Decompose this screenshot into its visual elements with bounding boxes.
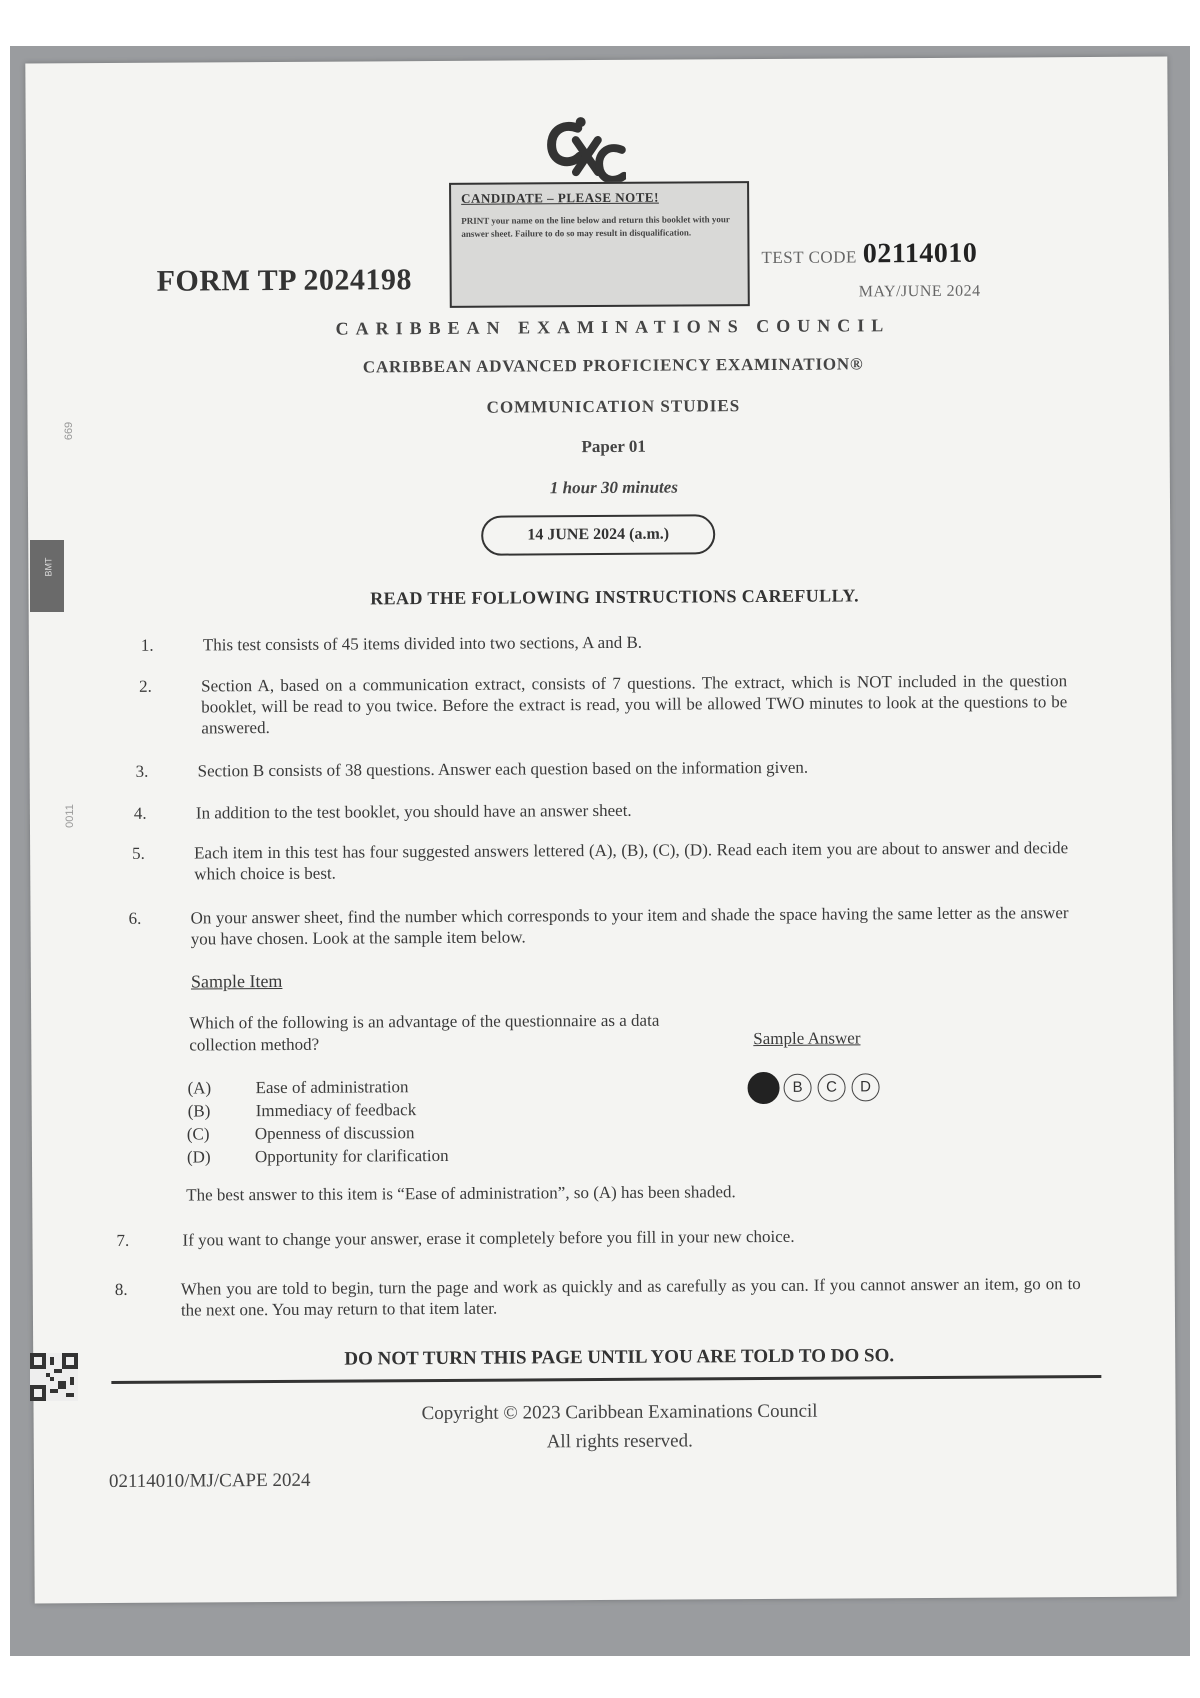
- instruction-text: Section B consists of 38 questions. Answer each question based on the information given.: [197, 757, 809, 781]
- margin-number: 0011: [63, 804, 76, 828]
- option-letter: (A): [187, 1078, 212, 1098]
- exam-date-pill: 14 JUNE 2024 (a.m.): [481, 514, 715, 555]
- copyright: [33, 1395, 1175, 1460]
- margin-number: 669: [63, 421, 76, 441]
- answer-bubble-a-shaded: [747, 1072, 779, 1104]
- option-text: Openness of discussion: [254, 1123, 415, 1144]
- option-text: Immediacy of feedback: [255, 1100, 417, 1121]
- subject-name: COMMUNICATION STUDIES: [486, 396, 741, 417]
- sample-item-title: Sample Item: [190, 970, 283, 992]
- instruction-number: 4.: [133, 803, 147, 823]
- instruction-item: [115, 1273, 1085, 1323]
- instruction-item: [116, 1224, 1076, 1252]
- instruction-item: [128, 902, 1068, 952]
- instruction-number: 8.: [114, 1279, 128, 1299]
- instruction-number: 1.: [140, 635, 154, 655]
- instruction-item: [132, 837, 1068, 887]
- test-code-value: 02114010: [862, 237, 978, 270]
- paper-number: Paper 01: [581, 436, 646, 457]
- exam-name: CARIBBEAN ADVANCED PROFICIENCY EXAMINATION®: [362, 354, 864, 377]
- sample-answer-label: Sample Answer: [753, 1028, 861, 1049]
- copyright-line-2: All rights reserved.: [546, 1430, 693, 1453]
- instruction-number: 6.: [128, 908, 142, 928]
- form-number: FORM TP 2024198: [156, 263, 413, 298]
- candidate-note-body: PRINT your name on the line below and return this booklet with your answer sheet. Failure to do so may result in disqualification.: [461, 214, 730, 239]
- do-not-turn-warning: DO NOT TURN THIS PAGE UNTIL YOU ARE TOLD TO DO SO.: [344, 1345, 895, 1370]
- instruction-item: [139, 670, 1069, 742]
- exam-cover-page: [25, 57, 1176, 1604]
- candidate-note-title: CANDIDATE – PLEASE NOTE!: [461, 189, 659, 206]
- instruction-text: In addition to the test booklet, you should have an answer sheet.: [195, 800, 632, 823]
- instruction-text: If you want to change your answer, erase it completely before you fill in your new choice.: [182, 1226, 795, 1250]
- instruction-item: [141, 629, 1061, 657]
- footer-rule: [111, 1375, 1101, 1384]
- instruction-text: When you are told to begin, turn the page and work as quickly and as carefully as you can. If you cannot answer an item, go on to the next one. You may return to that item later.: [180, 1274, 1081, 1320]
- sample-option: [187, 1144, 449, 1169]
- option-text: Ease of administration: [255, 1077, 409, 1098]
- instruction-text: Section A, based on a communication extract, consists of 7 questions. The extract, which is NOT included in the question booklet, will be read to you twice. Before the extract is read, you will be allowed TWO minutes to look at the questions to be answered.: [201, 671, 1068, 738]
- cxc-logo: [536, 110, 626, 191]
- instruction-number: 7.: [116, 1230, 130, 1250]
- qr-code-icon: [30, 1353, 78, 1401]
- instruction-number: 5.: [132, 843, 145, 863]
- instruction-text: On your answer sheet, find the number which corresponds to your item and shade the space having the same letter as the answer you have chosen. Look at the sample item below.: [190, 903, 1069, 949]
- exam-session: MAY/JUNE 2024: [858, 282, 981, 301]
- option-text: Opportunity for clarification: [254, 1145, 449, 1167]
- exam-duration: 1 hour 30 minutes: [549, 477, 678, 498]
- sample-explanation: The best answer to this item is “Ease of administration”, so (A) has been shaded.: [186, 1182, 736, 1205]
- margin-tab-label: BMT: [43, 557, 54, 577]
- option-letter: (B): [187, 1101, 211, 1121]
- answer-bubble-c: C: [817, 1074, 845, 1102]
- option-letter: (C): [186, 1124, 210, 1144]
- answer-bubble-b: B: [783, 1074, 811, 1102]
- margin-tab: [30, 540, 64, 612]
- sample-question: Which of the following is an advantage of the questionnaire as a data collection method?: [189, 1010, 660, 1055]
- option-letter: (D): [186, 1147, 211, 1167]
- instruction-item: [134, 797, 1064, 825]
- instructions-heading: READ THE FOLLOWING INSTRUCTIONS CAREFULLY.: [370, 585, 860, 609]
- candidate-note-box: [449, 181, 750, 308]
- copyright-line-1: Copyright © 2023 Caribbean Examinations Council: [421, 1400, 818, 1425]
- test-code-block: [761, 238, 977, 271]
- document-code: 02114010/MJ/CAPE 2024: [108, 1469, 311, 1493]
- test-code-label: TEST CODE: [761, 247, 857, 268]
- instruction-text: This test consists of 45 items divided into two sections, A and B.: [202, 632, 643, 655]
- council-name: CARIBBEAN EXAMINATIONS COUNCIL: [335, 315, 891, 339]
- sample-option: [187, 1121, 415, 1145]
- instruction-number: 2.: [139, 676, 152, 696]
- answer-bubble-d: D: [851, 1073, 879, 1101]
- instruction-number: 3.: [135, 761, 149, 781]
- instruction-item: [136, 755, 1066, 783]
- sample-option: [188, 1098, 417, 1122]
- instruction-text: Each item in this test has four suggested answers lettered (A), (B), (C), (D). Read each item you are about to answer and decide which choice is best.: [194, 838, 1069, 884]
- sample-option: [187, 1075, 408, 1099]
